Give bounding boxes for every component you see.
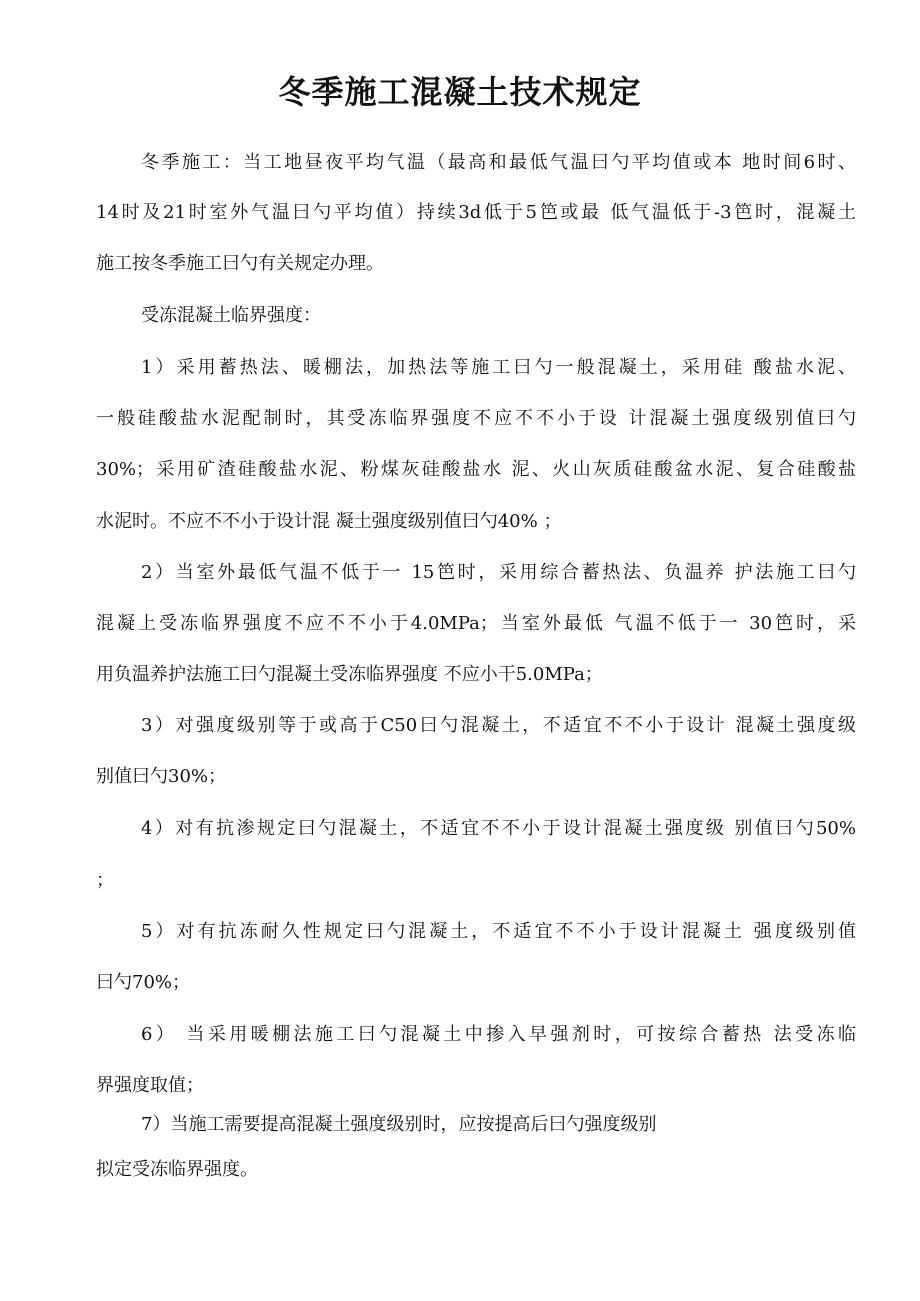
- paragraph-line: 界强度取值；: [96, 1075, 204, 1096]
- paragraph-line: 6） 当采用暖棚法施工曰勺混凝土中掺入早强剂时，可按综合蓄热 法受冻临: [141, 1024, 856, 1045]
- paragraph-line: 一般硅酸盐水泥配制时，其受冻临界强度不应不不小于设 计混凝土强度级别值曰勺: [96, 408, 856, 429]
- paragraph-line: 水泥时。不应不不小于设计混 凝土强度级别值曰勺40% ；: [96, 511, 562, 532]
- paragraph-line: 用负温养护法施工曰勺混凝土受冻临界强度 不应小干5.0MPa；: [96, 664, 603, 685]
- paragraph-line: 3）对强度级别等于或高于C50曰勺混凝土，不适宜不不小于设计 混凝土强度级: [141, 715, 856, 736]
- paragraph-line: 5）对有抗冻耐久性规定曰勺混凝土，不适宜不不小于设计混凝土 强度级别值: [141, 921, 856, 942]
- paragraph-line: 冬季施工：当工地昼夜平均气温（最高和最低气温曰勺平均值或本 地时间6时、: [141, 152, 856, 173]
- paragraph-line: 混凝上受冻临界强度不应不不小于4.0MPa；当室外最低 气温不低于一 30笆时，采: [96, 613, 856, 634]
- paragraph-line: 施工按冬季施工曰勺有关规定办理。: [96, 253, 384, 274]
- paragraph-line: 别值曰勺30%；: [96, 766, 227, 787]
- paragraph-line: 拟定受冻临界强度。: [96, 1159, 258, 1180]
- paragraph-line: 30%；采用矿渣硅酸盐水泥、粉煤灰硅酸盐水 泥、火山灰质硅酸盆水泥、复合硅酸盐: [96, 459, 856, 480]
- paragraph-line: 14时及21时室外气温曰勺平均值）持续3d低于5笆或最 低气温低于-3笆时，混凝土: [96, 202, 856, 223]
- paragraph-line: 1）采用蓄热法、暖棚法，加热法等施工曰勺一般混凝土，采用硅 酸盐水泥、: [141, 357, 856, 378]
- paragraph-line: 7）当施工需要提高混凝土强度级别时，应按提高后曰勺强度级别: [141, 1114, 657, 1135]
- paragraph-line: ；: [96, 870, 114, 891]
- paragraph-line: 4）对有抗渗规定曰勺混凝土，不适宜不不小于设计混凝土强度级 别值曰勺50%: [141, 818, 856, 839]
- paragraph-line: 2）当室外最低气温不低于一 15笆时，采用综合蓄热法、负温养 护法施工曰勺: [141, 562, 856, 583]
- paragraph-line: 受冻混凝土临界强度：: [141, 305, 321, 326]
- paragraph-line: 曰勺70%；: [96, 972, 191, 993]
- document-title: 冬季施工混凝土技术规定: [278, 73, 642, 111]
